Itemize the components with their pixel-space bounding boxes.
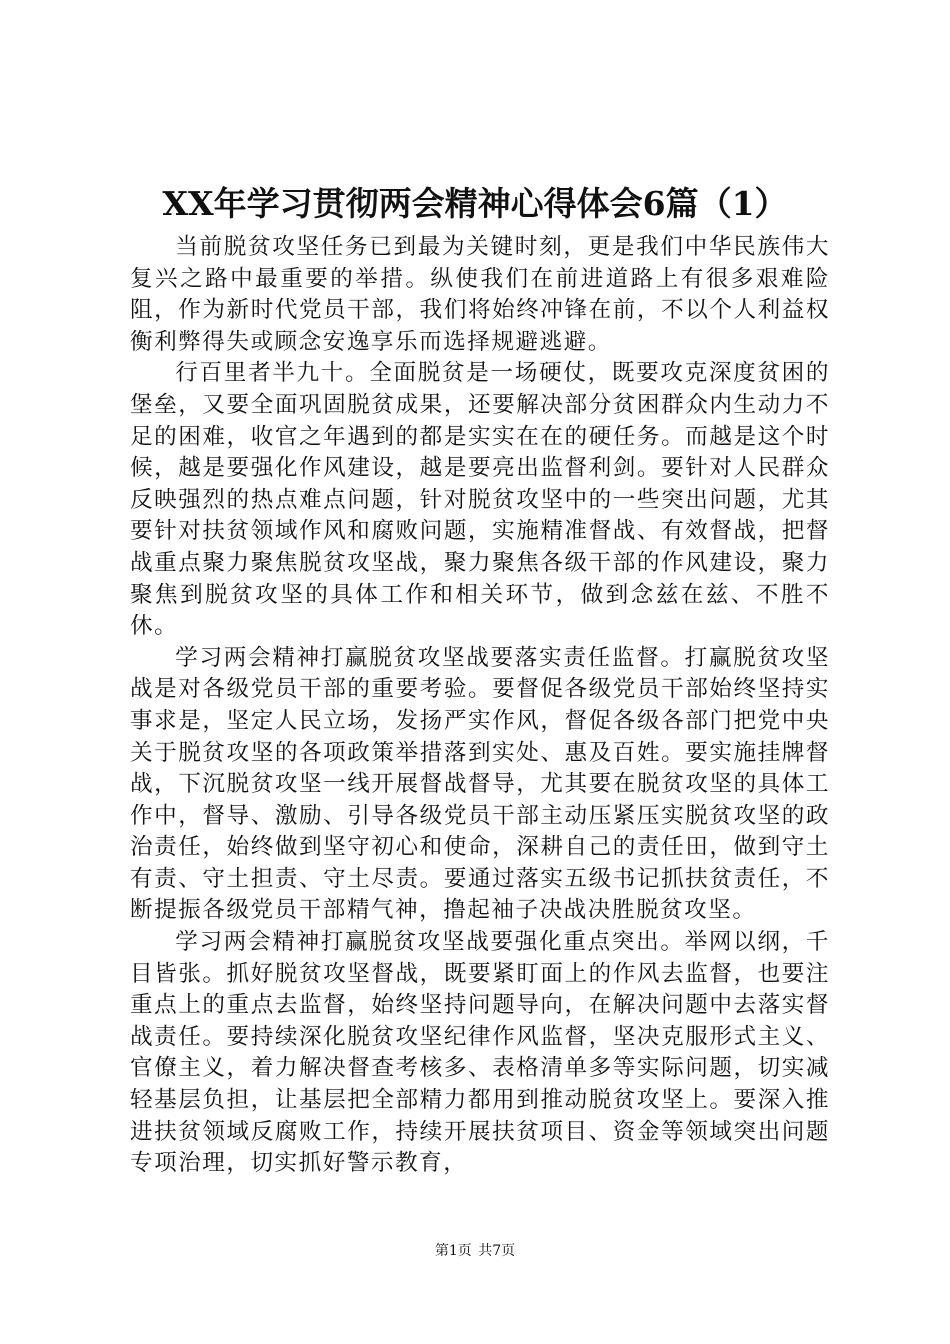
document-title: XX年学习贯彻两会精神心得体会6篇（1）	[162, 184, 788, 224]
page-footer	[0, 1242, 950, 1260]
paragraph: 行百里者半九十。全面脱贫是一场硬仗，既要攻克深度贫困的堡垒，又要全面巩固脱贫成果，还要解决部分贫困群众内生动力不足的困难，收官之年遇到的都是实实在在的硬任务。而越是这个时候，越是要强化作风建设，越是要亮出监督利剑。要针对人民群众反映强烈的热点难点问题，针对脱贫攻坚中的一些突出问题，尤其要针对扶贫领域作风和腐败问题，实施精准督战、有效督战，把督战重点聚力聚焦脱贫攻坚战，聚力聚焦各级干部的作风建设，聚力聚焦到脱贫攻坚的具体工作和相关环节，做到念兹在兹、不胜不休。	[130, 360, 830, 640]
paragraph: 学习两会精神打赢脱贫攻坚战要落实责任监督。打赢脱贫攻坚战是对各级党员干部的重要考验。要督促各级党员干部始终坚持实事求是，坚定人民立场，发扬严实作风，督促各级各部门把党中央关于脱贫攻坚的各项政策举措落到实处、惠及百姓。要实施挂牌督战，下沉脱贫攻坚一线开展督战督导，尤其要在脱贫攻坚的具体工作中，督导、激励、引导各级党员干部主动压紧压实脱贫攻坚的政治责任，始终做到坚守初心和使命，深耕自己的责任田，做到守土有责、守土担责、守土尽责。要通过落实五级书记抓扶贫责任，不断提振各级党员干部精气神，撸起袖子决战决胜脱贫攻坚。	[130, 644, 830, 924]
page-total: 共7页	[478, 1243, 516, 1259]
paragraph: 学习两会精神打赢脱贫攻坚战要强化重点突出。举网以纲，千目皆张。抓好脱贫攻坚督战，既要紧盯面上的作风去监督，也要注重点上的重点去监督，始终坚持问题导向，在解决问题中去落实督战责任。要持续深化脱贫攻坚纪律作风监督，坚决克服形式主义、官僚主义，着力解决督查考核多、表格清单多等实际问题，切实减轻基层负担，让基层把全部精力都用到推动脱贫攻坚上。要深入推进扶贫领域反腐败工作，持续开展扶贫项目、资金等领域突出问题专项治理，切实抓好警示教育，	[130, 929, 830, 1177]
document-body	[130, 232, 830, 1180]
paragraph: 当前脱贫攻坚任务已到最为关键时刻，更是我们中华民族伟大复兴之路中最重要的举措。纵使我们在前进道路上有很多艰难险阻，作为新时代党员干部，我们将始终冲锋在前，不以个人利益权衡利弊得失或顾念安逸享乐而选择规避逃避。	[130, 234, 830, 355]
page-number: 第1页	[434, 1243, 472, 1259]
